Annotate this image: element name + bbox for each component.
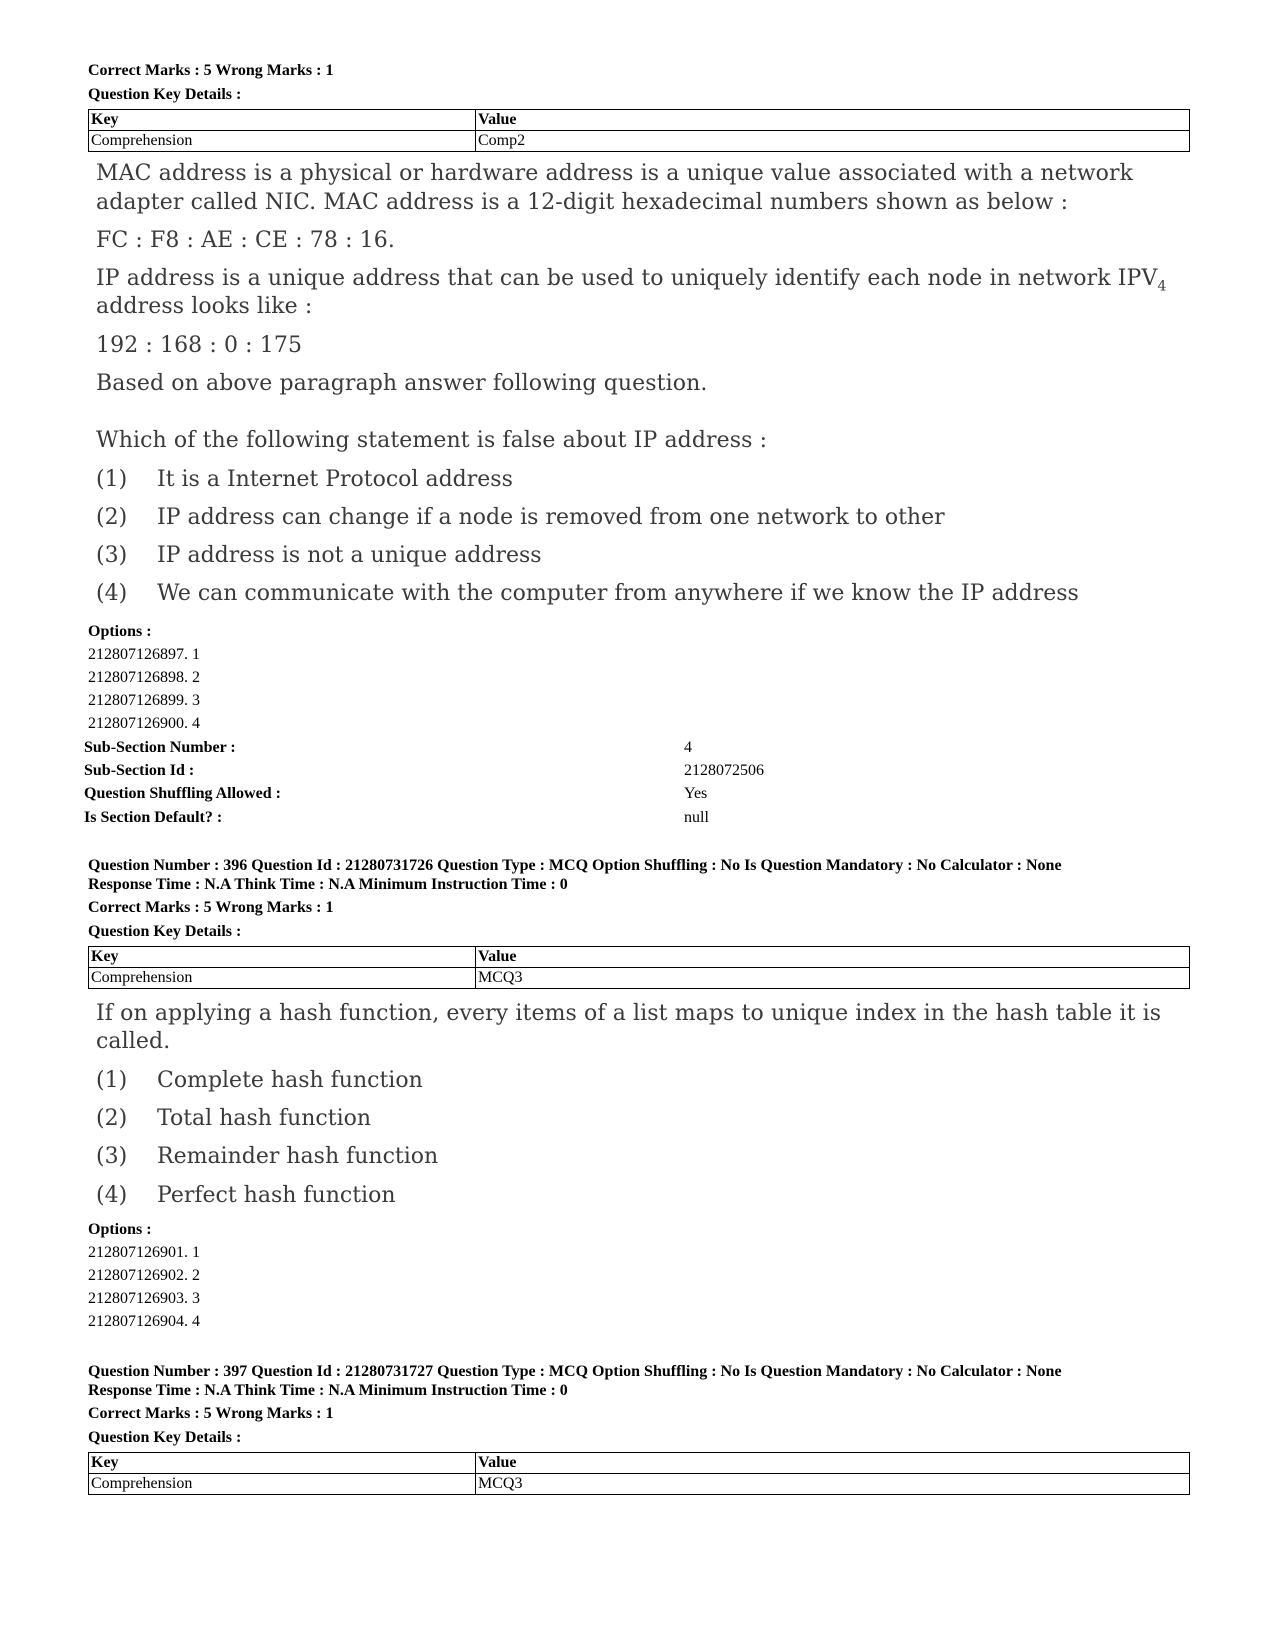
table-key-cell: Comprehension	[89, 1474, 476, 1495]
table-value-cell: MCQ3	[476, 1474, 1190, 1495]
choice-text: Complete hash function	[157, 1068, 423, 1093]
choice-number: (3)	[96, 543, 128, 568]
passage-line-2: adapter called NIC. MAC address is a 12-digit hexadecimal numbers shown as below :	[96, 190, 1069, 215]
choice-text: IP address is not a unique address	[157, 543, 542, 568]
option-id: 212807126899. 3	[88, 692, 200, 709]
choice-number: (2)	[96, 505, 128, 530]
choice-text: We can communicate with the computer from anywhere if we know the IP address	[157, 581, 1079, 606]
option-id: 212807126903. 3	[88, 1290, 200, 1307]
options-label: Options :	[88, 1221, 152, 1238]
shuffle-value: Yes	[684, 785, 708, 802]
key-details-label: Question Key Details :	[88, 1429, 242, 1446]
choice-number: (1)	[96, 467, 128, 492]
table-value-cell: MCQ3	[476, 968, 1190, 989]
table-key-cell: Comprehension	[89, 131, 476, 152]
option-id: 212807126897. 1	[88, 646, 200, 663]
key-header: Key	[89, 110, 476, 131]
ipv4-subscript: 4	[1157, 278, 1167, 295]
key-header: Key	[89, 947, 476, 968]
ip-line-1-text: IP address is a unique address that can be used to uniquely identify each node in network IPV	[96, 266, 1158, 291]
question-text-line-2: called.	[96, 1029, 171, 1054]
marks-line: Correct Marks : 5 Wrong Marks : 1	[88, 899, 334, 916]
question-header-line-2: Response Time : N.A Think Time : N.A Minimum Instruction Time : 0	[88, 876, 568, 893]
option-id: 212807126900. 4	[88, 715, 200, 732]
table-row	[89, 1474, 1190, 1495]
table-value-cell: Comp2	[476, 131, 1190, 152]
choice-text: Total hash function	[157, 1106, 372, 1131]
instruction-line: Based on above paragraph answer following question.	[96, 371, 708, 396]
question-header-line-2: Response Time : N.A Think Time : N.A Minimum Instruction Time : 0	[88, 1382, 568, 1399]
ip-line-2: address looks like :	[96, 294, 313, 319]
table-header-row	[89, 947, 1190, 968]
choice-number: (1)	[96, 1068, 128, 1093]
value-header: Value	[476, 1453, 1190, 1474]
table-key-cell: Comprehension	[89, 968, 476, 989]
ip-example: 192 : 168 : 0 : 175	[96, 333, 303, 358]
choice-text: It is a Internet Protocol address	[157, 467, 513, 492]
key-details-table	[88, 1452, 1190, 1495]
table-header-row	[89, 110, 1190, 131]
table-row	[89, 131, 1190, 152]
option-id: 212807126901. 1	[88, 1244, 200, 1261]
option-id: 212807126898. 2	[88, 669, 200, 686]
key-details-table	[88, 946, 1190, 989]
choice-number: (4)	[96, 581, 128, 606]
section-default-label: Is Section Default? :	[84, 809, 223, 826]
options-label: Options :	[88, 623, 152, 640]
subsection-id-value: 2128072506	[684, 762, 764, 779]
passage-line-1: MAC address is a physical or hardware address is a unique value associated with a network	[96, 161, 1134, 186]
option-id: 212807126902. 2	[88, 1267, 200, 1284]
subsection-id-label: Sub-Section Id :	[84, 762, 195, 779]
choice-text: Remainder hash function	[157, 1144, 439, 1169]
question-header-line-1: Question Number : 396 Question Id : 21280731726 Question Type : MCQ Option Shuffling : No Is Question Mandatory : No Calculator : None	[88, 857, 1062, 874]
key-details-label: Question Key Details :	[88, 86, 242, 103]
key-details-table	[88, 109, 1190, 152]
marks-line: Correct Marks : 5 Wrong Marks : 1	[88, 62, 334, 79]
key-header: Key	[89, 1453, 476, 1474]
option-id: 212807126904. 4	[88, 1313, 200, 1330]
table-row	[89, 968, 1190, 989]
choice-number: (4)	[96, 1183, 128, 1208]
choice-text: IP address can change if a node is removed from one network to other	[157, 505, 945, 530]
table-header-row	[89, 1453, 1190, 1474]
value-header: Value	[476, 947, 1190, 968]
subsection-number-value: 4	[684, 739, 692, 756]
value-header: Value	[476, 110, 1190, 131]
marks-line: Correct Marks : 5 Wrong Marks : 1	[88, 1405, 334, 1422]
ip-line-1	[96, 266, 1166, 294]
section-default-value: null	[684, 809, 709, 826]
question-text: Which of the following statement is false about IP address :	[96, 428, 768, 453]
key-details-label: Question Key Details :	[88, 923, 242, 940]
choice-text: Perfect hash function	[157, 1183, 396, 1208]
question-header-line-1: Question Number : 397 Question Id : 21280731727 Question Type : MCQ Option Shuffling : No Is Question Mandatory : No Calculator : None	[88, 1363, 1062, 1380]
question-text-line-1: If on applying a hash function, every items of a list maps to unique index in the hash table it is	[96, 1001, 1162, 1026]
shuffle-label: Question Shuffling Allowed :	[84, 785, 281, 802]
subsection-number-label: Sub-Section Number :	[84, 739, 236, 756]
choice-number: (2)	[96, 1106, 128, 1131]
mac-example: FC : F8 : AE : CE : 78 : 16.	[96, 228, 395, 253]
choice-number: (3)	[96, 1144, 128, 1169]
